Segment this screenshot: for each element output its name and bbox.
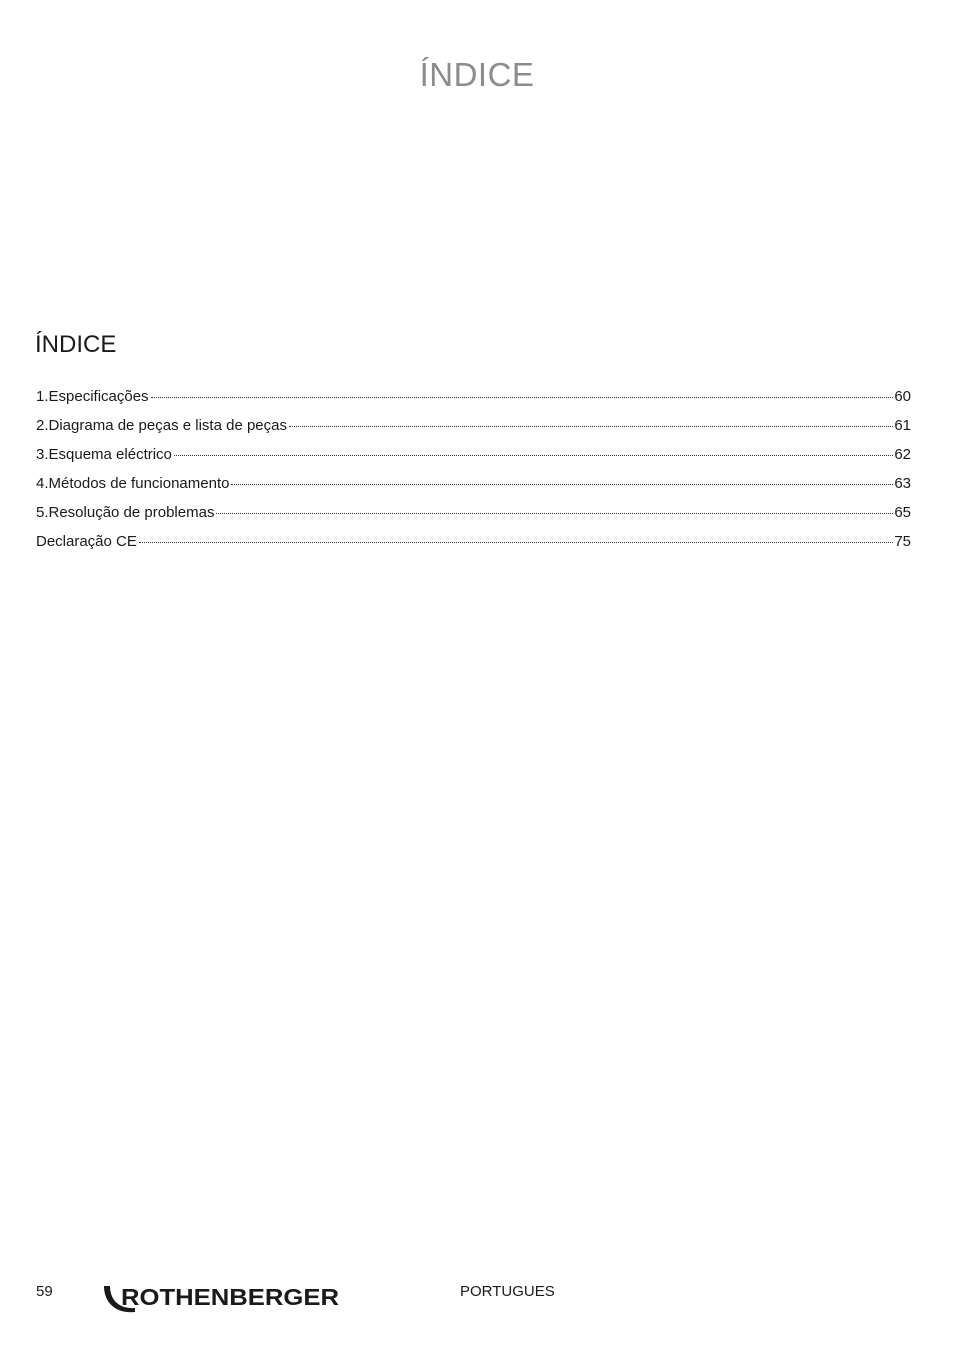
- toc-entry[interactable]: [36, 533, 911, 562]
- toc-entry-label: 5.Resolução de problemas: [36, 504, 215, 521]
- toc-entry-label: Declaração CE: [36, 533, 137, 550]
- toc-entry[interactable]: [36, 446, 911, 475]
- toc-entry-page: 75: [894, 533, 911, 550]
- footer-page-number: 59: [36, 1283, 53, 1300]
- toc-entry-page: 65: [894, 504, 911, 521]
- rothenberger-logo: [101, 1282, 341, 1318]
- toc-entry[interactable]: [36, 417, 911, 446]
- logo-wordmark: ROTHENBERGER: [121, 1284, 340, 1310]
- footer-language: PORTUGUES: [460, 1283, 555, 1300]
- toc-leader-dots: [231, 484, 893, 485]
- toc-leader-dots: [289, 426, 893, 427]
- toc-entry-label: 2.Diagrama de peças e lista de peças: [36, 417, 287, 434]
- toc-entry[interactable]: [36, 504, 911, 533]
- toc-leader-dots: [174, 455, 893, 456]
- toc-entry-label: 1.Especificações: [36, 388, 149, 405]
- toc-leader-dots: [216, 513, 893, 514]
- toc-entry[interactable]: [36, 475, 911, 504]
- toc-entry-page: 62: [894, 446, 911, 463]
- toc-entry[interactable]: [36, 388, 911, 417]
- toc-entry-label: 4.Métodos de funcionamento: [36, 475, 230, 492]
- table-of-contents: [36, 388, 911, 562]
- toc-leader-dots: [139, 542, 893, 543]
- toc-entry-page: 63: [894, 475, 911, 492]
- toc-entry-label: 3.Esquema eléctrico: [36, 446, 172, 463]
- toc-leader-dots: [151, 397, 894, 398]
- toc-entry-page: 61: [894, 417, 911, 434]
- toc-entry-page: 60: [894, 388, 911, 405]
- section-title: ÍNDICE: [35, 331, 117, 358]
- page-header-title: ÍNDICE: [419, 56, 535, 93]
